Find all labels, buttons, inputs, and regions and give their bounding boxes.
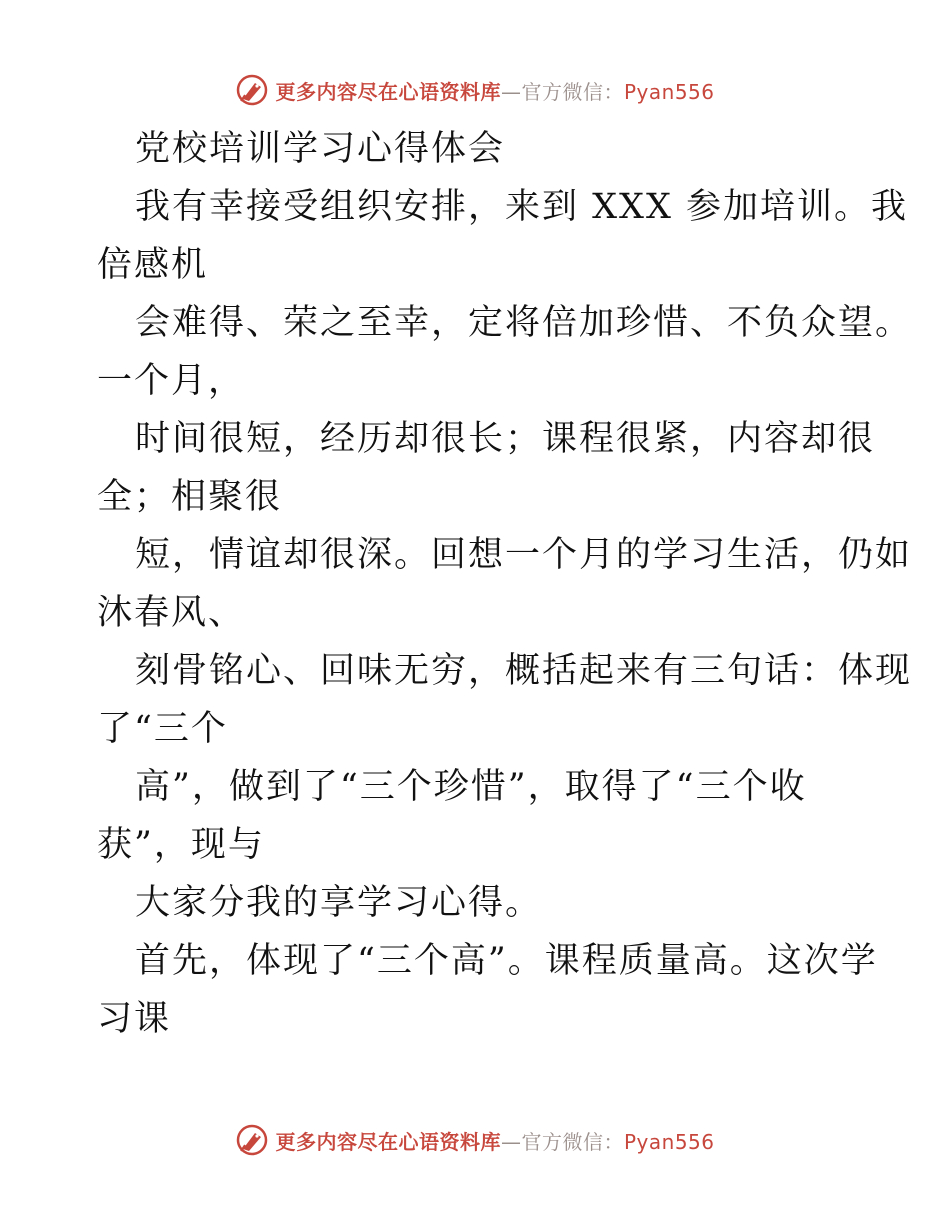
paragraph-line: 时间很短，经历却很长；课程很紧，内容却很 <box>135 419 876 459</box>
paragraph-line: 获”，现与 <box>97 825 265 865</box>
watermark-account: Pyan556 <box>623 1129 715 1154</box>
paragraph-line: 习课 <box>97 999 172 1039</box>
watermark-prefix: 更多内容尽在心语资料库 <box>275 1129 501 1154</box>
watermark-label: 官方微信： <box>521 79 624 104</box>
paragraph-line: 一个月， <box>97 361 246 401</box>
watermark-dash: — <box>500 79 522 104</box>
document-body <box>97 120 913 1048</box>
paragraph-line: 刻骨铭心、回味无穷，概括起来有三句话：体现 <box>135 651 913 691</box>
pen-nib-icon <box>235 1123 269 1157</box>
paragraph-line: 大家分我的享学习心得。 <box>135 883 543 923</box>
pen-nib-icon <box>235 73 269 107</box>
watermark-prefix: 更多内容尽在心语资料库 <box>275 79 501 104</box>
watermark-text <box>275 76 714 105</box>
watermark-text <box>275 1126 714 1155</box>
paragraph-line: 会难得、荣之至幸，定将倍加珍惜、不负众望。 <box>135 303 913 343</box>
paragraph-line: 短，情谊却很深。回想一个月的学习生活，仍如 <box>135 535 913 575</box>
paragraph-line: 我有幸接受组织安排，来到 XXX 参加培训。我 <box>135 187 909 227</box>
paragraph-line: 全；相聚很 <box>97 477 283 517</box>
watermark-dash: — <box>500 1129 522 1154</box>
watermark-account: Pyan556 <box>623 79 715 104</box>
footer-watermark-banner <box>0 1120 950 1160</box>
paragraph-line: 倍感机 <box>97 245 209 285</box>
paragraph-line: 首先，体现了“三个高”。课程质量高。这次学 <box>135 941 878 981</box>
paragraph-line: 了“三个 <box>97 709 228 749</box>
header-watermark-banner <box>0 70 950 110</box>
paragraph-line: 高”，做到了“三个珍惜”，取得了“三个收 <box>135 767 807 807</box>
watermark-label: 官方微信： <box>521 1129 624 1154</box>
paragraph-line: 沐春风、 <box>97 593 246 633</box>
document-title: 党校培训学习心得体会 <box>135 129 506 169</box>
